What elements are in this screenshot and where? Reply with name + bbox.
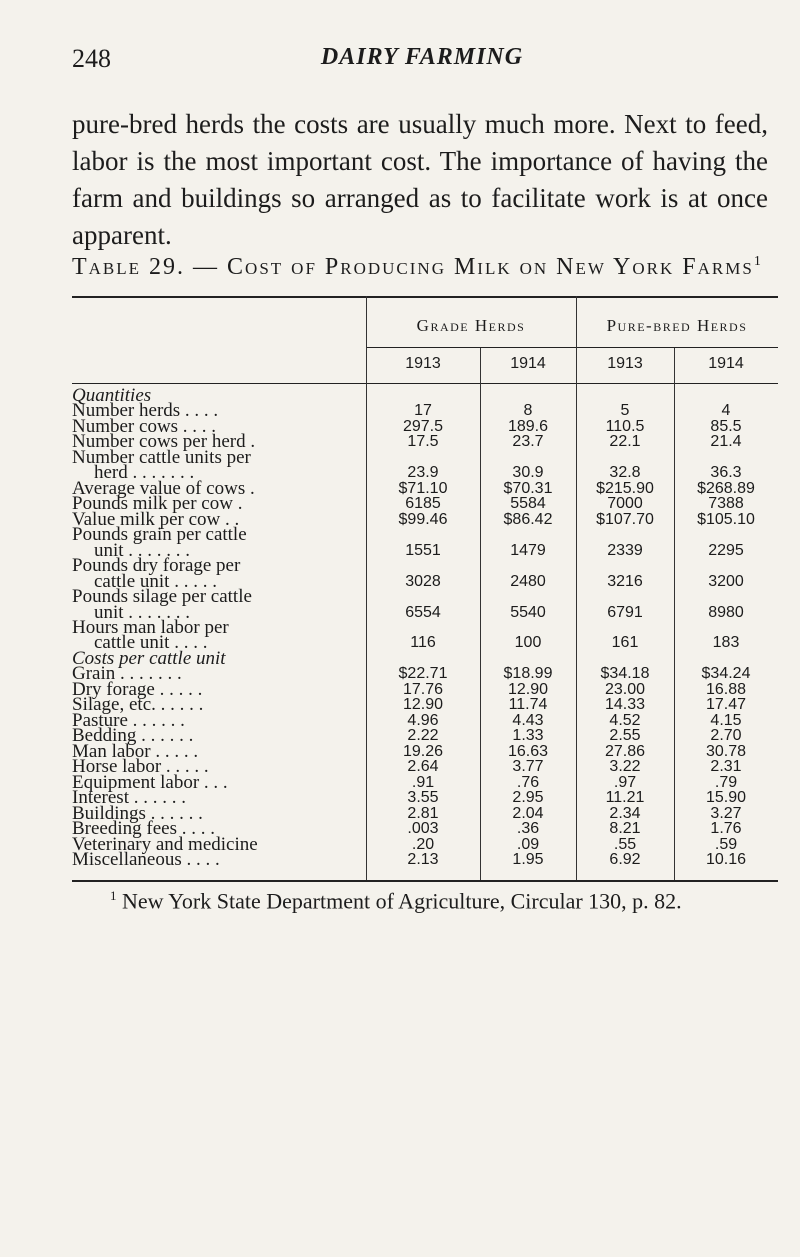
row-label: Veterinary and medicine [72,833,258,855]
table-top-rule [72,296,778,298]
row-value: 297.5 [402,417,444,435]
row-value: 8980 [708,603,744,621]
row-value: 6791 [607,603,643,621]
row-value: 19.26 [402,742,444,760]
row-label: Pounds silage per cattle [72,586,252,608]
group-header-pure-bred-herds: Pure-bred Herds [606,316,748,335]
row-value: .79 [714,773,738,791]
row-label: Hours man labor per [72,617,229,638]
row-value: 4 [721,402,731,420]
table-title-text: Table 29. — Cost of Producing Milk on New York Farms [72,254,754,280]
row-value: .97 [613,773,637,791]
row-value: 11.74 [508,696,548,714]
row-label: Pasture . . . . . . [72,709,185,731]
row-label: Pounds milk per cow . [72,493,243,515]
row-value: 1551 [405,541,441,559]
row-label: Equipment labor . . . [72,771,228,793]
row-value: 32.8 [609,464,641,482]
row-value: 17 [414,402,432,420]
row-value: 16.63 [507,742,549,760]
row-label: Pounds dry forage per [72,555,241,577]
row-value: 8.21 [609,820,641,838]
row-value: 23.00 [604,680,646,698]
row-label: Number herds . . . . [72,400,219,422]
row-value: 100 [514,634,542,652]
row-value: 116 [410,634,436,652]
row-label: Breeding fees . . . . [72,818,215,840]
row-value: 27.86 [604,742,646,760]
footnote-mark: 1 [110,888,117,903]
row-value: 1479 [510,541,546,559]
row-label: Quantities [72,385,152,406]
page-number: 248 [72,44,111,73]
row-label: Grain . . . . . . . [72,663,182,685]
row-value: 3.77 [512,758,544,776]
row-value: 6.92 [609,851,641,868]
row-value: 7000 [607,495,643,513]
row-value: $22.71 [398,665,448,683]
row-value: 189.6 [507,417,549,435]
row-value: 2295 [708,541,744,559]
table-title [72,254,782,281]
row-value: 1.95 [512,851,544,868]
row-value: 85.5 [710,417,742,435]
row-label: unit . . . . . . . [94,601,191,623]
row-label: Horse labor . . . . . [72,756,209,778]
row-label: Pounds grain per cattle [72,524,247,546]
row-value: 12.90 [402,696,444,714]
row-label: Number cows per herd . [72,431,256,453]
running-title: DAIRY FARMING [320,44,524,70]
row-label: Average value of cows . [72,477,255,499]
row-value: 1.33 [512,727,544,745]
footnote-text: New York State Department of Agriculture, Circular 130, p. 82. [122,888,682,914]
row-label: Costs per cattle unit [72,647,226,669]
row-value: $268.89 [697,479,755,497]
row-value: 2.04 [512,804,544,822]
row-value: 4.43 [512,711,544,729]
row-value: .59 [714,835,738,853]
row-value: 2.81 [407,804,439,822]
row-value: .36 [516,820,540,838]
row-value: $215.90 [596,479,654,497]
footnote [110,888,790,914]
table-bottom-rule [72,880,778,882]
year-header: 1913 [607,355,643,372]
row-value: $34.24 [701,665,751,683]
group-header-rule [366,347,778,348]
row-value: .76 [516,773,540,791]
row-value: 183 [712,634,740,652]
row-value: .09 [516,835,540,853]
row-value: 2.31 [710,758,742,776]
row-label: Interest . . . . . . [72,787,186,809]
paragraph-text: pure-bred herds the costs are usually much more. Next to feed, labor is the most important cost. The importance of having the farm and buildings so arranged as to facilitate work is at once apparent. [72,109,768,250]
row-label: Buildings . . . . . . [72,802,203,824]
row-value: 17.47 [705,696,747,714]
row-value: $71.10 [398,479,448,497]
row-value: 21.4 [710,433,742,451]
row-value: $70.31 [503,479,553,497]
row-value: 2339 [607,541,643,559]
row-value: 5584 [510,495,546,513]
row-value: $34.18 [600,665,650,683]
row-value: 2480 [510,572,546,590]
row-value: $86.42 [503,510,553,528]
row-value: 23.9 [407,464,439,482]
table-row [72,849,778,870]
row-label: Miscellaneous . . . . [72,849,220,870]
row-value: 11.21 [605,789,645,807]
row-label: Silage, etc. . . . . . [72,694,204,716]
row-value: 3028 [405,572,441,590]
row-label: cattle unit . . . . . [94,570,217,592]
row-label: Value milk per cow . . [72,508,240,530]
row-value: 3.55 [407,789,439,807]
row-value: 3216 [607,572,643,590]
row-value: 161 [611,634,639,652]
row-value: 5540 [510,603,546,621]
row-value: 7388 [708,495,744,513]
row-value: .55 [613,835,637,853]
row-value: .20 [411,835,435,853]
row-value: 4.96 [407,711,439,729]
row-value: 17.76 [402,680,444,698]
row-value: 3200 [708,572,744,590]
group-header-grade-herds: Grade Herds [416,316,526,335]
row-value: $107.70 [596,510,654,528]
row-value: 15.90 [705,789,747,807]
row-value: 30.9 [512,464,544,482]
row-value: 3.27 [710,804,742,822]
row-value: 16.88 [705,680,747,698]
row-value: 14.33 [604,696,646,714]
row-value: 36.3 [710,464,742,482]
row-value: 12.90 [507,680,549,698]
row-value: 30.78 [705,742,747,760]
row-value: 6554 [405,603,441,621]
row-value: 10.16 [705,851,747,868]
row-value: 110.5 [605,417,645,435]
row-label: herd . . . . . . . [94,462,195,484]
row-value: 22.1 [609,433,641,451]
row-value: 17.5 [407,433,439,451]
row-value: 2.34 [609,804,641,822]
year-header: 1914 [708,355,744,372]
row-value: 2.70 [710,727,742,745]
row-value: 8 [523,402,533,420]
row-label: Bedding . . . . . . [72,725,194,747]
row-value: 23.7 [512,433,544,451]
row-label: Number cattle units per [72,446,251,468]
row-value: 2.22 [407,727,439,745]
row-value: .003 [407,820,439,838]
page-header [72,44,772,84]
row-value: 4.15 [710,711,742,729]
row-label: Dry forage . . . . . [72,678,203,700]
row-value: 2.95 [512,789,544,807]
year-header: 1913 [405,355,441,372]
row-value: $99.46 [398,510,448,528]
row-label: Number cows . . . . [72,415,217,437]
row-value: .91 [411,773,435,791]
row-value: 3.22 [609,758,641,776]
body-paragraph [72,106,768,254]
row-value: 2.55 [609,727,641,745]
row-value: 1.76 [710,820,742,838]
row-value: $105.10 [697,510,755,528]
cost-table [72,296,778,881]
row-value: 2.64 [407,758,439,776]
year-header: 1914 [510,355,546,372]
row-label: cattle unit . . . . [94,632,208,654]
table-title-footnote-mark: 1 [753,254,763,269]
row-label: unit . . . . . . . [94,539,191,561]
row-value: 5 [620,402,630,420]
row-value: 4.52 [609,711,641,729]
header-bottom-rule [72,383,778,384]
row-label: Man labor . . . . . [72,740,199,762]
row-value: $18.99 [503,665,553,683]
row-value: 6185 [405,495,441,513]
row-value: 2.13 [407,851,439,868]
